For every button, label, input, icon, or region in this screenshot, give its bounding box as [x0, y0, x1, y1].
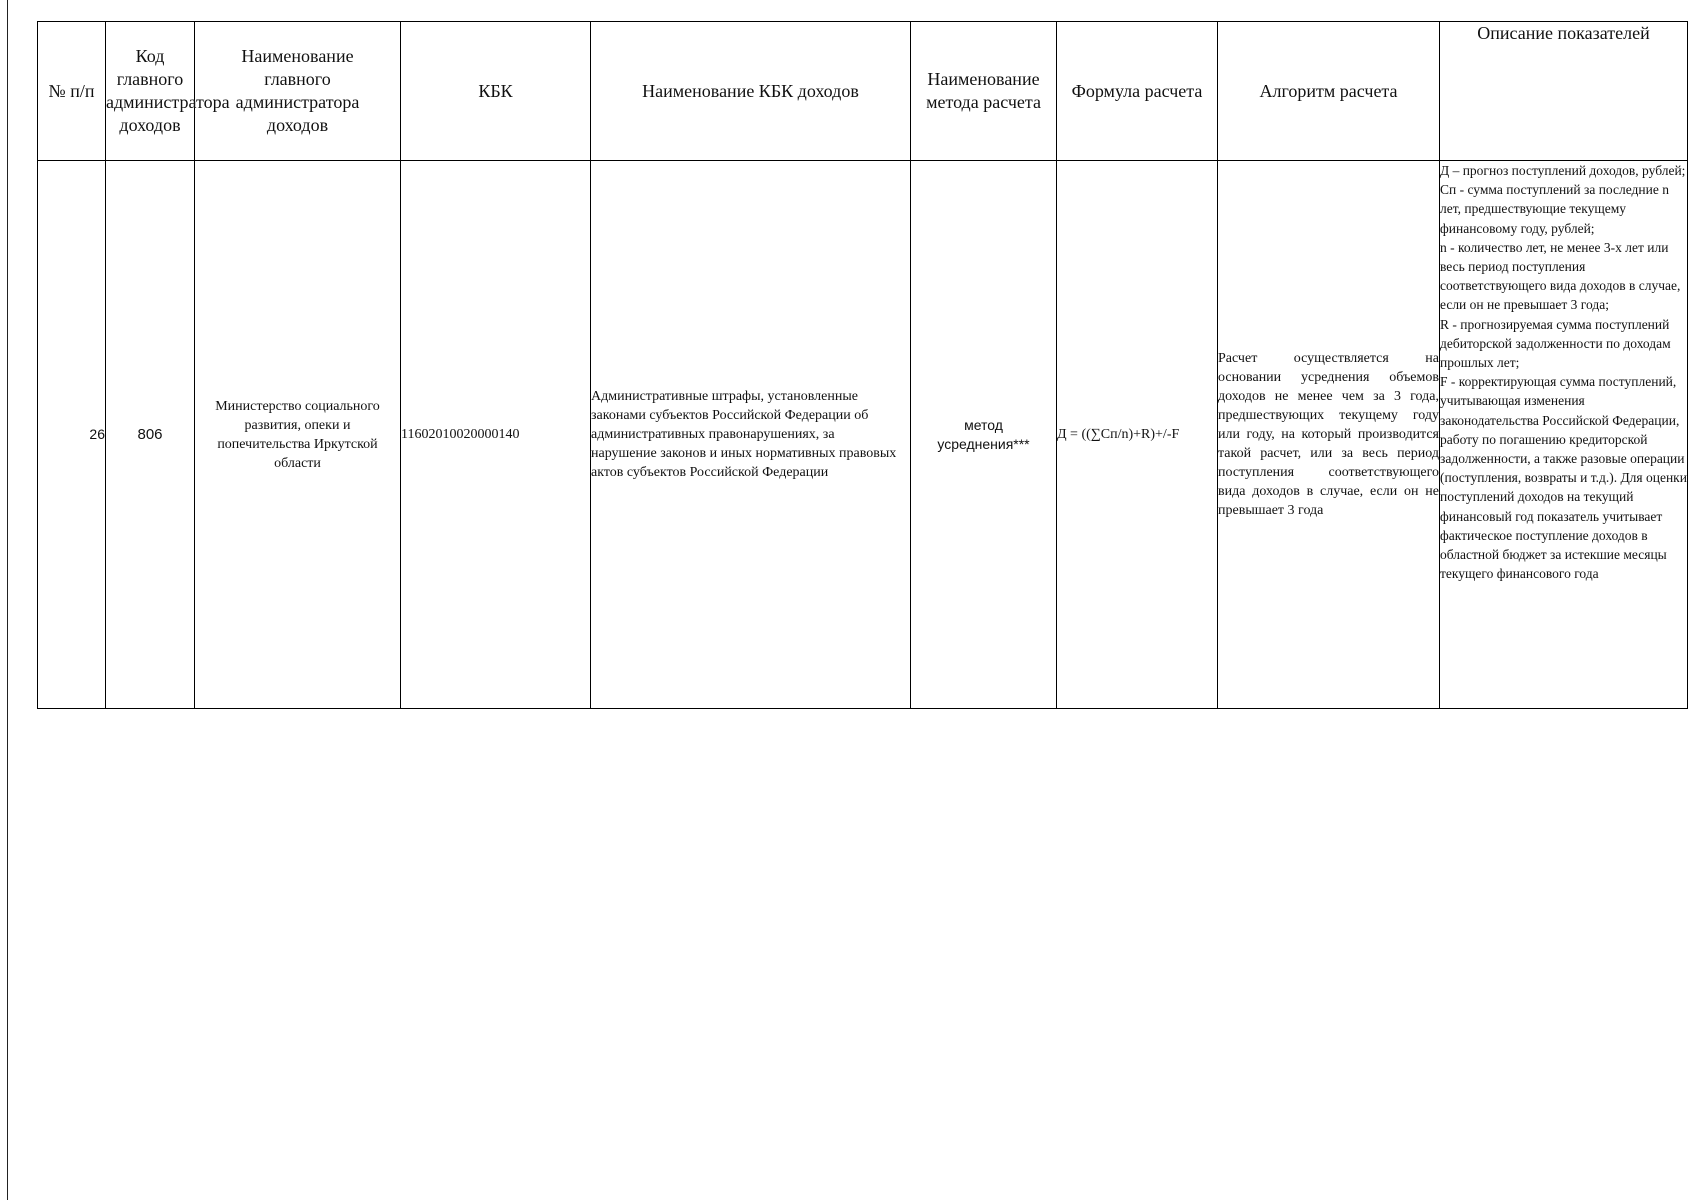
description-line: R - прогнозируемая сумма поступлений дебиторской задолженности по доходам прошлых лет; — [1440, 316, 1671, 371]
header-admin-code: Код главного администратора доходов — [106, 22, 195, 161]
description-line: n - количество лет, не менее 3-х лет или весь период поступления соответствующего вида доходов в случае, если он не превышает 3 года; — [1440, 239, 1681, 313]
header-num: № п/п — [38, 22, 106, 161]
table-header — [38, 22, 1688, 161]
header-algorithm: Алгоритм расчета — [1218, 22, 1440, 161]
cell-admin-code: 806 — [106, 161, 195, 709]
cell-algorithm: Расчет осуществляется на основании усреднения объемов доходов не менее чем за 3 года, предшествующих текущему году или году, на который производится такой расчет, или за весь период поступления соответствующего вида доходов в случае, если он не превышает 3 года — [1218, 161, 1440, 709]
cell-admin-name: Министерство социального развития, опеки и попечительства Иркутской области — [195, 161, 401, 709]
cell-formula: Д = ((∑Сп/n)+R)+/-F — [1057, 161, 1218, 709]
cell-num: 26 — [38, 161, 106, 709]
header-kbk-name: Наименование КБК доходов — [591, 22, 911, 161]
table-row — [38, 161, 1688, 709]
page-edge-line — [7, 0, 8, 1200]
header-kbk: КБК — [401, 22, 591, 161]
cell-description — [1440, 161, 1688, 709]
header-formula: Формула расчета — [1057, 22, 1218, 161]
header-admin-name: Наименование главного администратора доходов — [195, 22, 401, 161]
description-line: Д – прогноз поступлений доходов, рублей; — [1440, 163, 1686, 178]
cell-kbk: 11602010020000140 — [401, 161, 591, 709]
revenue-forecast-table — [37, 21, 1688, 709]
description-line: F - корректирующая сумма поступлений, учитывающая изменения законодательства Российской Федерации, работу по погашению кредиторской задолженности, а также разовые операции (поступления, возвраты и т.д.). Для оценки поступлений доходов на текущий финансовый год показатель учитывает фактическое поступление доходов в областной бюджет за истекшие месяцы текущего финансового года — [1440, 374, 1687, 582]
header-description: Описание показателей — [1440, 22, 1688, 161]
cell-method-name: метод усреднения*** — [911, 161, 1057, 709]
description-line: Сп - сумма поступлений за последние n лет, предшествующие текущему финансовому году, рублей; — [1440, 182, 1669, 236]
cell-kbk-name: Административные штрафы, установленные законами субъектов Российской Федерации об административных правонарушениях, за нарушение законов и иных нормативных правовых актов субъектов Российской Федерации — [591, 161, 911, 709]
header-method-name: Наименование метода расчета — [911, 22, 1057, 161]
